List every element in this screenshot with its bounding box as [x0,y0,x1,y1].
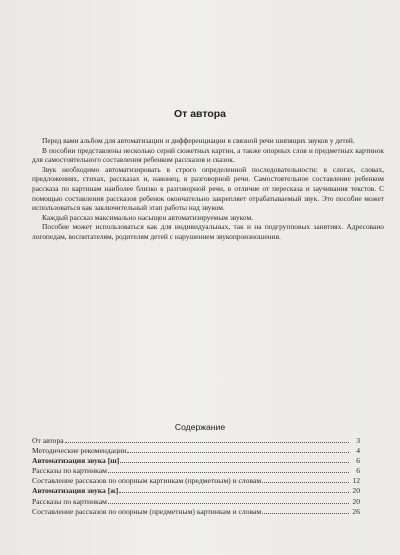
intro-paragraph: Перед вами альбом для автоматизации и дифференциации в связной речи шипящих звуков у детей. [42,136,355,145]
toc-entry-page: 3 [356,436,360,445]
toc-leader-dots [120,462,349,463]
toc-entry [32,436,360,446]
toc-entry-page: 6 [356,466,360,476]
toc-entry-label: Составление рассказов по опорным (предметным) картинкам и словам [32,506,262,516]
toc-leader-dots [65,442,349,443]
contents-title: Содержание [174,422,226,432]
intro-paragraph: Пособие может использоваться как для индивидуальных, так и на подгрупповых занятиях. Адресовано логопедам, воспитателям, родителям детей с нарушением звукопроизношения. [32,222,384,241]
toc-entry-page: 6 [356,456,360,466]
toc-entry [32,476,360,486]
toc-entry [32,446,360,456]
toc-entry [32,456,360,466]
toc-entry [32,507,360,517]
intro-paragraph: В пособии представлены несколько серий сюжетных картин, а также опорных слов и предметных картинок для самостоятельного составления ребенком рассказов и сказок. [32,145,384,165]
toc-entry-label: Автоматизация звука [ж] [32,486,119,496]
toc-entry-page: 20 [352,496,360,506]
toc-entry-page: 26 [352,506,360,516]
author-intro [32,136,384,242]
toc-leader-dots [119,492,349,493]
toc-entry-label: Методические рекомендации [32,446,127,456]
toc-leader-dots [262,482,349,483]
toc-leader-dots [108,472,349,473]
toc-entry [32,497,360,507]
toc-leader-dots [127,452,349,453]
toc-entry-label: Автоматизация звука [ш] [32,456,120,466]
toc-entry [32,466,360,476]
toc-entry-label: Рассказы по картинкам [32,466,107,476]
toc-entry-label: Составление рассказов по опорным картинкам (предметным) и словам [32,476,262,486]
toc-entry-page: 20 [352,486,360,496]
table-of-contents [32,436,360,517]
page-title: От автора [173,108,227,120]
toc-entry-page: 12 [352,476,360,486]
toc-leader-dots [108,503,349,504]
intro-paragraph: Звук необходимо автоматизировать в строго определенной последовательности: в слогах, словах, предложениях, стихах, рассказах и, наконец, в разговорной речи. Самостоятельное составление ребенком рассказа по картинам наиболее близко к разговорной речи, в отличие от пересказа и заучивания текстов. С помощью составления рассказов ребенок окончательно закрепляет отрабатываемый звук. Это пособие может использоваться как заключительный этап работы над звуком. [32,164,384,213]
toc-entry-label: От автора [32,436,64,445]
toc-leader-dots [262,513,349,514]
toc-entry-label: Рассказы по картинкам [32,496,107,506]
toc-entry [32,486,360,496]
intro-paragraph: Каждый рассказ максимально насыщен автоматизируемым звуком. [42,212,253,222]
toc-entry-page: 4 [356,446,360,456]
